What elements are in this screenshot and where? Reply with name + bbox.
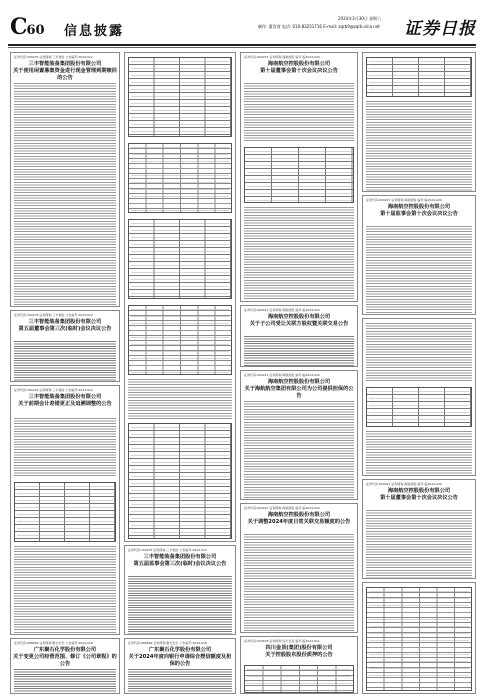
notice-body — [244, 534, 354, 632]
notice-company: 海南航空控股股份有限公司 — [267, 61, 331, 67]
notice-body — [14, 341, 116, 381]
notice-box — [240, 52, 358, 302]
notice-company: 广东聚石化学股份有限公司 — [33, 647, 97, 653]
notice-title: 第五届监事会第三次(临时)会议决议公告 — [133, 561, 227, 567]
notice-title: 关于前期会计差错更正及追溯调整的公告 — [18, 401, 112, 407]
notice-box — [10, 638, 120, 694]
stock-code-line: 证券代码:300276 证券简称:三丰智能 公告编号:2024-012 — [128, 548, 207, 552]
data-table — [366, 57, 472, 97]
notice-company: 三丰智能装备集团股份有限公司 — [143, 554, 217, 560]
column-b — [124, 52, 236, 694]
notice-body — [14, 83, 116, 305]
page-number — [10, 14, 45, 40]
notice-box — [240, 503, 358, 633]
data-table — [128, 219, 232, 299]
contact-line: 制作: 董青荷 电话: 010-83251716 E-mail: zqrb9@zqrb.sina.net — [258, 24, 380, 29]
notice-body — [14, 418, 116, 478]
data-table — [244, 665, 354, 693]
notice-company: 四川金顶(集团)股份有限公司 — [265, 645, 333, 651]
notice-title: 第十届董事会第十次会议决议公告 — [380, 495, 458, 501]
data-table — [128, 305, 232, 375]
notice-box — [362, 52, 476, 192]
page-header — [8, 14, 476, 44]
notice-box — [240, 370, 358, 500]
notice-body — [128, 576, 232, 634]
stock-code-line: 证券代码:600678 证券简称:四川金顶 编号:临2024-011 — [244, 639, 320, 643]
data-table — [14, 482, 116, 542]
notice-title: 关于海航航空集团有限公司为公司提供担保的公告 — [244, 386, 354, 399]
stock-code-line: 证券代码:600221 证券简称:海航控股 编号:临2024-020 — [244, 308, 320, 312]
notice-company: 广东聚石化学股份有限公司 — [148, 647, 212, 653]
notice-body — [244, 401, 354, 499]
page-letter: C — [10, 14, 27, 40]
stock-code-line: 证券代码:600221 证券简称:海航控股 编号:临2024-020 — [244, 506, 320, 510]
stock-code-line: 证券代码:300276 证券简称:三丰智能 公告编号:2024-012 — [14, 313, 93, 317]
data-table — [128, 143, 232, 213]
notice-box — [362, 318, 476, 476]
notice-company: 三丰智能装备集团股份有限公司 — [28, 319, 102, 325]
notice-company: 海南航空控股股份有限公司 — [387, 204, 451, 210]
notice-box — [240, 305, 358, 367]
column-d — [362, 52, 476, 694]
notice-box — [10, 310, 120, 382]
data-table — [366, 387, 472, 427]
notice-title: 关于使用闲置募集资金进行现金管理到期赎回的公告 — [13, 68, 117, 81]
column-c — [240, 52, 358, 694]
data-table — [366, 587, 472, 691]
stock-code-line: 证券代码:300276 证券简称:三丰智能 公告编号:2024-012 — [14, 55, 93, 59]
data-table — [244, 147, 354, 203]
notice-title: 关于变更公司经营范围、修订《公司章程》的公告 — [13, 654, 117, 667]
notice-body — [366, 510, 472, 578]
page-number-value: 60 — [26, 23, 45, 38]
header-rule — [8, 44, 476, 46]
notice-box — [362, 195, 476, 315]
stock-code-line: 证券代码:600221 证券简称:海航控股 编号:临2024-020 — [244, 55, 320, 59]
notice-company: 三丰智能装备集团股份有限公司 — [28, 394, 102, 400]
notice-box — [10, 385, 120, 635]
notice-title: 关于调整2024年度日常关联交易额度的公告 — [247, 519, 351, 525]
data-table — [128, 423, 232, 539]
brand-logo: 证券日报 — [404, 19, 476, 39]
header-rule-thin — [8, 47, 476, 48]
notice-body — [366, 226, 472, 314]
notice-box — [240, 636, 358, 694]
notice-title: 关于子公司受让关联方股权暨关联交易公告 — [249, 321, 349, 327]
notice-company: 海南航空控股股份有限公司 — [387, 488, 451, 494]
stock-code-line: 证券代码:600221 证券简称:海航控股 编号:临2024-020 — [366, 482, 442, 486]
notice-company: 海南航空控股股份有限公司 — [267, 512, 331, 518]
notice-box — [124, 638, 236, 694]
notice-title: 第五届董事会第三次(临时)会议决议公告 — [18, 326, 112, 332]
stock-code-line: 证券代码:600221 证券简称:海航控股 编号:临2024-020 — [244, 373, 320, 377]
section-title: 信息披露 — [64, 24, 125, 39]
data-table — [128, 57, 232, 137]
notice-box — [362, 479, 476, 579]
dateline: 2024年3月30日 星期六 — [338, 16, 382, 21]
notice-box — [362, 582, 476, 694]
notice-body — [244, 207, 354, 299]
notice-company: 三丰智能装备集团股份有限公司 — [28, 61, 102, 67]
stock-code-line: 证券代码:688669 证券简称:聚石化学 公告编号:2024-018 — [14, 641, 93, 645]
notice-body — [14, 546, 116, 634]
column-a — [10, 52, 120, 694]
notice-box — [124, 545, 236, 635]
notice-body — [128, 669, 232, 693]
notice-body — [128, 379, 232, 419]
notice-title: 关于控股股东股份质押的公告 — [265, 652, 333, 658]
notice-title: 第十届董事会第十次会议决议公告 — [260, 68, 338, 74]
notice-title: 第十届监事会第十次会议决议公告 — [380, 211, 458, 217]
notice-body — [366, 431, 472, 475]
notice-company: 海南航空控股股份有限公司 — [267, 314, 331, 320]
notice-box — [124, 52, 236, 542]
notice-body — [244, 83, 354, 143]
notice-body — [366, 101, 472, 191]
notice-box — [10, 52, 120, 307]
notice-body — [14, 669, 116, 693]
notice-title: 关于2024年度向银行申请综合授信额度及担保的公告 — [128, 654, 232, 667]
notice-company: 海南航空控股股份有限公司 — [267, 379, 331, 385]
stock-code-line: 证券代码:688669 证券简称:聚石化学 公告编号:2024-018 — [128, 641, 207, 645]
stock-code-line: 证券代码:600221 证券简称:海航控股 编号:临2024-020 — [366, 198, 442, 202]
stock-code-line: 证券代码:300276 证券简称:三丰智能 公告编号:2024-012 — [14, 388, 93, 392]
notice-body — [366, 323, 472, 383]
notice-body — [244, 336, 354, 366]
